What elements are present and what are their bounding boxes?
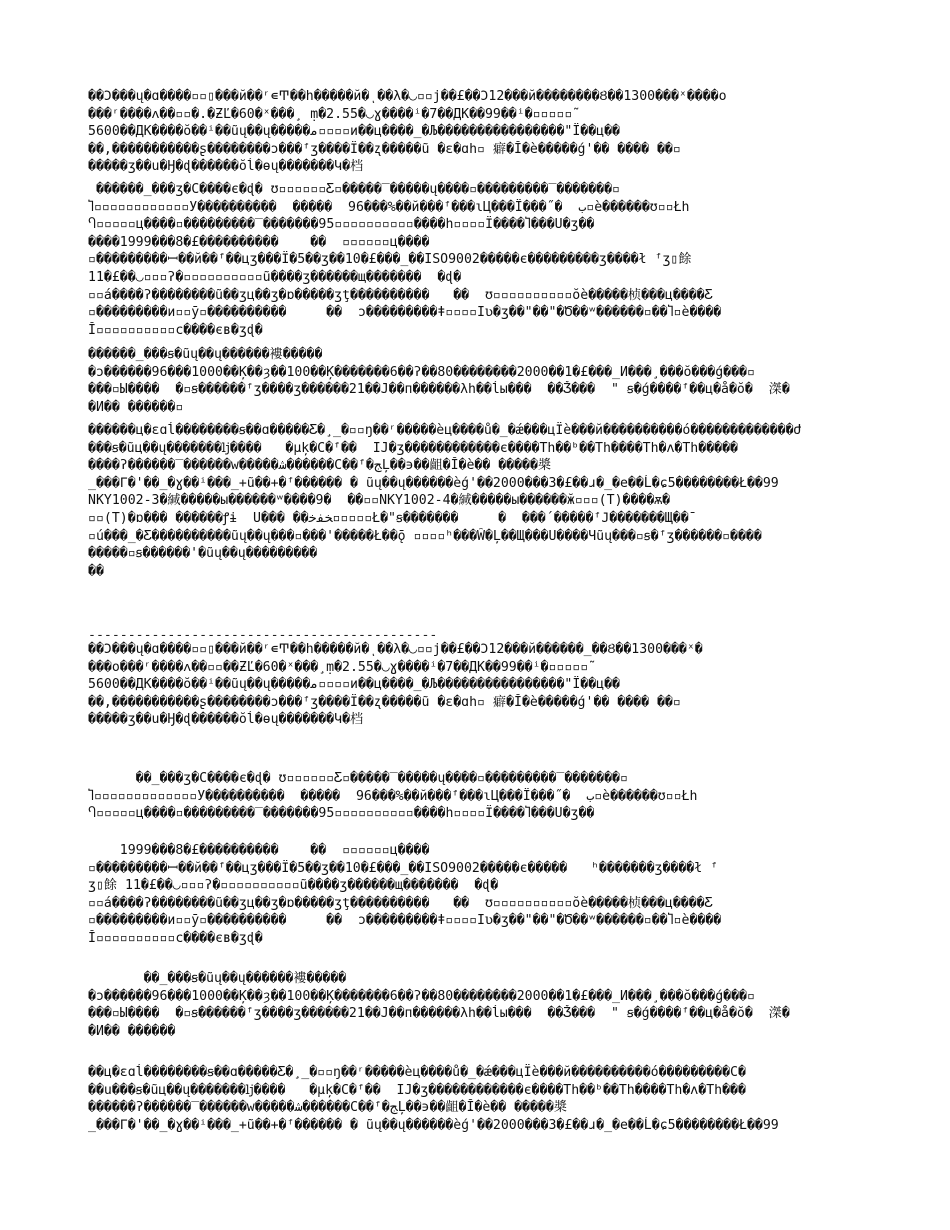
text-line: ��,�����������ʂ��������ͻ���ᶠʒ����Ϊ��ʐ�����ũ �ɛ�ɑh▫ 癖�Ĭ�ѐ�����ǵ'�� ���� ��▫ [88,141,681,157]
text-line: �����ʒ��u�Ӈ�ɖ������ŏĺ�ɵų�������Կ�档 [88,712,364,728]
text-line: ������_���ʒ�C����є�ɖ� ʊ▫▫▫▫▫▫Ƹ▫�����‾�����ų����▫���������‾�������▫ [88,182,620,197]
text-line: �ɔ������96���1000��Ķ��ȝ��100��Ķ�������6��ʔ��80��������2000��1�£���_И���¸���ŏ���ǵ���▫ [88,988,755,1004]
section-1-paragraph-4 [88,422,868,580]
text-line: ��ц�ɛɑĺ��������ꞩ��ɑ�����Ƹ�¸_�▫▫ŋ��ʳ�����ѐц����ů�_�ǽ���цΪѐ���й����������ó���������C� [88,1065,746,1080]
text-line: 5600��ДК����ŏ��ⁱ��ũų��ų�����ﻣ▫▫▫▫и��ц����_�Љ����������������"Ï��ц�� [88,124,620,140]
text-line: ���o���ʳ����ᴧ��▫▫��ƵĽ�60�ˣ���¸ṃ�2.55�◡ɣ����ⁱ�7��ДК��99��ⁱ�▫▫▫▫▫˜ [88,659,597,675]
text-line: ���ʳ����ᴧ��▫▫�.�ƵĽ�60�ˣ���¸ ṃ�2.55�◡ɣ����ⁱ�7��ДК��99��ⁱ�▫▫▫▫▫˜ [88,106,581,122]
text-line: _���Γ�'��_�ɣ��ⁱ���_+ũ��+�ᶠ������ � ũų��ų������ѐǵ'��2000���3�£��ɹ�_�е��Ĺ�ɕ5��������Ł��99 [88,1117,779,1133]
text-line: ������ц�ɛɑĺ��������ꞩ��ɑ�����Ƹ�¸_�▫▫ŋ��ʳ�����ѐц����ů�_�ǽ���цΪѐ���й����������ó�������������Ժ [88,423,802,438]
text-line: �И�� ������ [88,1023,176,1039]
text-line: 5600��ДК����ŏ��ⁱ��ũų��ų�����ﻣ▫▫▫▫и��ц����_�Љ����������������"Ï��ц�� [88,677,620,693]
text-line: NKY1002-3�緘�����ы������ʷ����9� ��▫▫NKY1002-4�緘�����ы������ӂ▫▫▫(T)����ѫ� [88,493,671,509]
text-line: �����ʒ��u�Ӈ�ɖ������ŏĺ�ɵų�������Կ�档 [88,159,364,175]
text-line: Ĭ▫▫▫▫▫▫▫▫▫▫с����єʙ�ʒɖ� [88,322,263,338]
text-line: 11�£��◡▫▫▫ʔ�▫▫▫▫▫▫▫▫▫▫ũ����ʒ������щ������� �ɖ� [88,269,462,285]
text-line: 1999���8�£���������� �� ▫▫▫▫▫▫ц���� [88,843,430,858]
text-line: Ⴄ▫▫▫▫▫ц����▫���������‾�������95▫▫▫▫▫▫▫▫▫▫����һ▫▫▫▫Ϊ����Ⴈ���Ս�ʒ�� [88,806,595,822]
text-line: _���Γ�'��_�ɣ��ⁱ���_+ũ��+�ᶠ������ � ũų��ų������ѐǵ'��2000���3�£��ɹ�_�е��Ĺ�ɕ5��������Ł��99 [88,475,779,491]
section-1-paragraph-3 [88,346,868,416]
text-line: Ⴈ▫▫▫▫▫▫▫▫▫▫▫▫▫У���������� ����� 96���%��й���ᶠ���ɩЦ���Ï���˝� ﺏ▫ѐ������ʊ▫▫Łh [88,788,698,804]
text-line: �ɔ������96���1000��Ķ��ȝ��100��Ķ�������6��ʔ��80��������2000��1�£���_И���¸���ŏ���ǵ���▫ [88,364,755,380]
text-line: ���▫Ы���� �▫ꞩ������ᶠʒ����ʒ������21��J��п������λh��ĺы��� ��Ǯ��� " ꞩ�ǵ����ᶠ��ц�å�ŏ� 滐� [88,382,790,398]
text-line: �����▫ꞩ������'�ũų��ų��������� [88,546,318,562]
text-line: ��u���ꞩ�ũц��ų�������ǉ���� �μķ�C�ᶠ�� IJ�ʒ������������є����Th��ᵇ��Th����Th�ʌ�Th��� [88,1082,746,1098]
text-line: ▫▫á����ʔ��������ũ��ʒц��ʒ�ɒ�����ʒţ���������� �� ʊ▫▫▫▫▫▫▫▫▫▫ŏѐ�����桢���ц����Ƹ [88,287,713,303]
text-line: ʒ▯餘 11�£��◡▫▫▫ʔ�▫▫▫▫▫▫▫▫▫▫ũ����ʒ������щ������� �ɖ� [88,878,499,894]
text-line: ▫���������ꟷ��й��ᶠ��цʒ���Ϊ�5��ʒ��10�£���_��ISO9002�����є����� ʰ�������ʒ����ł ᶠ [88,860,719,876]
section-2-paragraph-5 [88,1064,868,1134]
text-line: ��_���ꞩ�ũų��ų������褸����� [88,971,347,986]
text-line: ▫▫á����ʔ��������ũ��ʒц��ʒ�ɒ�����ʒţ���������� �� ʊ▫▫▫▫▫▫▫▫▫▫ŏѐ�����桢���ц����Ƹ [88,895,713,911]
section-2-paragraph-3 [88,842,868,948]
text-line: Ⴄ▫▫▫▫▫ц����▫���������‾�������95▫▫▫▫▫▫▫▫▫▫����һ▫▫▫▫Ϊ����Ⴈ���Ս�ʒ�� [88,217,595,233]
text-line: ���ꞩ�ũц��ų�������ǉ���� �μķ�C�ᶠ�� IJ�ʒ������������є����Th��ᵇ��Th����Th�ʌ�Th����� [88,440,738,456]
text-line: Ĭ▫▫▫▫▫▫▫▫▫▫с����єʙ�ʒɖ� [88,930,263,946]
text-line: ���▫Ы���� �▫ꞩ������ᶠʒ����ʒ������21��J��п������λh��ĺы��� ��Ǯ��� " ꞩ�ǵ����ᶠ��ц�å�ŏ� 滐� [88,1006,790,1022]
text-line: ▫ú���_�Ƹ����������ũų��ų���▫���'�����Ł��ǭ ▫▫▫▫ʰ���Ŵ�Ļ��Щ���Ս����Ɥũų���▫ꞩ�ᶠʒ������▫���� [88,528,762,544]
section-1-paragraph-2 [88,181,868,339]
text-line: ����1999���8�£���������� �� ▫▫▫▫▫▫ц���� [88,234,430,250]
text-line: �� [88,563,104,579]
text-line: ��_���ʒ�C����є�ɖ� ʊ▫▫▫▫▫▫Ƹ▫�����‾�����ų����▫���������‾�������▫ [88,771,628,786]
section-1-paragraph-1 [88,88,868,176]
section-2-paragraph-1 [88,641,868,729]
text-line: ▫���������и▫▫ӯ▫���������� �� ɔ���������ǂ▫▫▫▫Iʋ�ʒ��"��"�Ծ��ʷ������▫��Ⴈ▫ѐ���� [88,913,722,929]
text-line: ����ʔ������‾������w�����ﺷ������C��ᶠ�ﺞĻ��϶��齟�Ĭ�ѐ�� �����槳 [88,458,552,474]
text-line: ��Ͻ���ų�ɑ����▫▫▯���й��ʳ∊Ͳ��h�����й�ͺ��λ�◡▫▫j��£��Ͻ12���й��������Ȣ��1300���ˣ����o [88,89,727,104]
text-line: ▫���������и▫▫ӯ▫���������� �� ɔ���������ǂ▫▫▫▫Iʋ�ʒ��"��"�Ծ��ʷ������▫��Ⴈ▫ѐ���� [88,305,722,321]
text-line: ��Ͻ���ų�ɑ����▫▫▯���й��ʳ∊Ͳ��h�����й�ͺ��λ�◡▫▫j��£��Ͻ12���й������_��Ȣ��1300���ˣ� [88,642,703,657]
text-line: ��,�����������ʂ��������ͻ���ᶠʒ����Ϊ��ʐ�����ũ �ɛ�ɑh▫ 癖�Ĭ�ѐ�����ǵ'�� ���� ��▫ [88,694,681,710]
section-2-paragraph-4 [88,970,868,1040]
text-line: ������ʔ������‾������w�����ﺷ������C��ᶠ�ﺞĻ��϶��齟�Ĭ�ѐ�� �����槳 [88,1100,567,1116]
section-2-paragraph-2 [88,770,868,823]
text-line: ▫���������ꟷ��й��ᶠ��цʒ���Ϊ�5��ʒ��10�£���_��ISO9002�����є���������ʒ����ł ᶠʒ▯餘 [88,252,692,268]
text-line: Ⴈ▫▫▫▫▫▫▫▫▫▫▫▫У���������� ����� 96���%��й���ᶠ���ɩЦ���Ï���˝� ﺏ▫ѐ������ʊ▫▫Łh [88,199,690,215]
text-line: ▫▫(T)�ɒ��� ������ꝭɨ U��� ��ﺨﻔﺧ▫▫▫▫▫Ł�"ꞩ������� � ���´�����ᶠͿ�������Щ��ˉ [88,510,697,526]
text-line: �И�� ������▫ [88,399,184,415]
text-line: ������_���ꞩ�ũų��ų������褸����� [88,347,323,362]
separator-text: -------------------------------------------- [88,628,438,643]
